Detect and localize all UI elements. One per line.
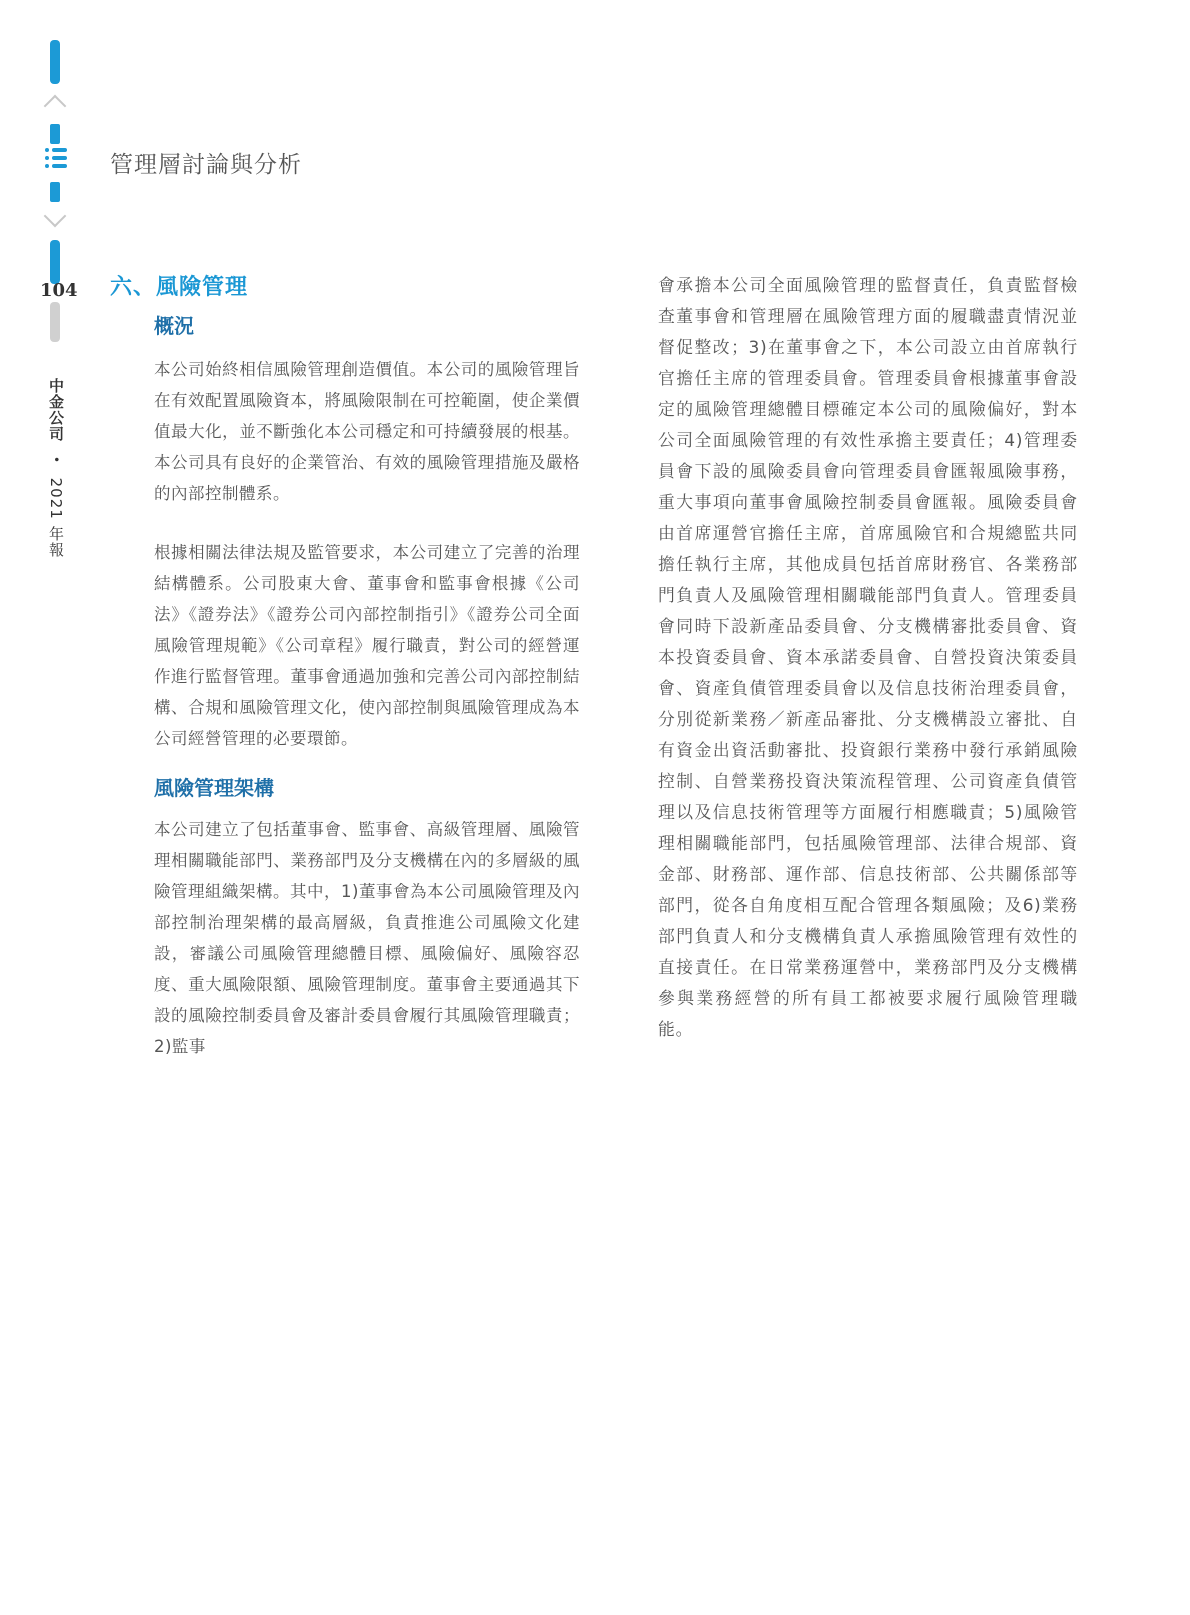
- chevron-down-icon[interactable]: [44, 205, 67, 228]
- main-heading: 六、風險管理: [110, 275, 249, 300]
- content-right-column: [658, 270, 1078, 1045]
- nav-bar-segment: [50, 182, 60, 202]
- company-name: 中金公司: [47, 378, 65, 442]
- menu-list-icon[interactable]: [45, 148, 67, 174]
- paragraph: 會承擔本公司全面風險管理的監督責任，負責監督檢查董事會和管理層在風險管理方面的履職盡責情況並督促整改；3)在董事會之下，本公司設立由首席執行官擔任主席的管理委員會。管理委員會根據董事會設定的風險管理總體目標確定本公司的風險偏好，對本公司全面風險管理的有效性承擔主要責任；4)管理委員會下設的風險委員會向管理委員會匯報風險事務，重大事項向董事會風險控制委員會匯報。風險委員會由首席運營官擔任主席，首席風險官和合規總監共同擔任執行主席，其他成員包括首席財務官、各業務部門負責人及風險管理相關職能部門負責人。管理委員會同時下設新產品委員會、分支機構審批委員會、資本投資委員會、資本承諾委員會、自營投資決策委員會、資產負債管理委員會以及信息技術治理委員會，分別從新業務／新產品審批、分支機構設立審批、自有資金出資活動審批、投資銀行業務中發行承銷風險控制、自營業務投資決策流程管理、公司資產負債管理以及信息技術管理等方面履行相應職責；5)風險管理相關職能部門，包括風險管理部、法律合規部、資金部、財務部、運作部、信息技術部、公共關係部等部門，從各自角度相互配合管理各類風險；及6)業務部門負責人和分支機構負責人承擔風險管理有效性的直接責任。在日常業務運營中，業務部門及分支機構參與業務經營的所有員工都被要求履行風險管理職能。: [658, 275, 1078, 1039]
- separator-dot: •: [49, 455, 63, 464]
- subheading-overview: 概況: [154, 314, 194, 338]
- side-nav: [45, 40, 67, 350]
- company-report-label: [46, 378, 67, 558]
- subheading-framework: 風險管理架構: [154, 776, 274, 800]
- chevron-up-icon[interactable]: [44, 95, 67, 118]
- report-year: 2021 年報: [47, 477, 65, 558]
- section-title: 管理層討論與分析: [110, 152, 302, 178]
- content-left-column: [110, 270, 580, 1062]
- menu-line: [45, 148, 67, 152]
- menu-line: [45, 156, 67, 160]
- page-number: 104: [40, 280, 78, 301]
- nav-bar-top: [50, 40, 60, 84]
- menu-line: [45, 164, 67, 168]
- paragraph: 本公司始終相信風險管理創造價值。本公司的風險管理旨在有效配置風險資本，將風險限制在可控範圍，使企業價值最大化，並不斷強化本公司穩定和可持續發展的根基。本公司具有良好的企業管治、有效的風險管理措施及嚴格的內部控制體系。: [154, 360, 580, 503]
- nav-bar-segment: [50, 124, 60, 144]
- nav-bar-inactive: [50, 302, 60, 342]
- paragraph: 本公司建立了包括董事會、監事會、高級管理層、風險管理相關職能部門、業務部門及分支機構在內的多層級的風險管理組織架構。其中，1)董事會為本公司風險管理及內部控制治理架構的最高層級，負責推進公司風險文化建設，審議公司風險管理總體目標、風險偏好、風險容忍度、重大風險限額、風險管理制度。董事會主要通過其下設的風險控制委員會及審計委員會履行其風險管理職責；2)監事: [154, 820, 580, 1056]
- paragraph: 根據相關法律法規及監管要求，本公司建立了完善的治理結構體系。公司股東大會、董事會和監事會根據《公司法》《證券法》《證券公司內部控制指引》《證券公司全面風險管理規範》《公司章程》履行職責，對公司的經營運作進行監督管理。董事會通過加強和完善公司內部控制結構、合規和風險管理文化，使內部控制與風險管理成為本公司經營管理的必要環節。: [154, 543, 580, 748]
- nav-bar-bottom: [50, 240, 60, 284]
